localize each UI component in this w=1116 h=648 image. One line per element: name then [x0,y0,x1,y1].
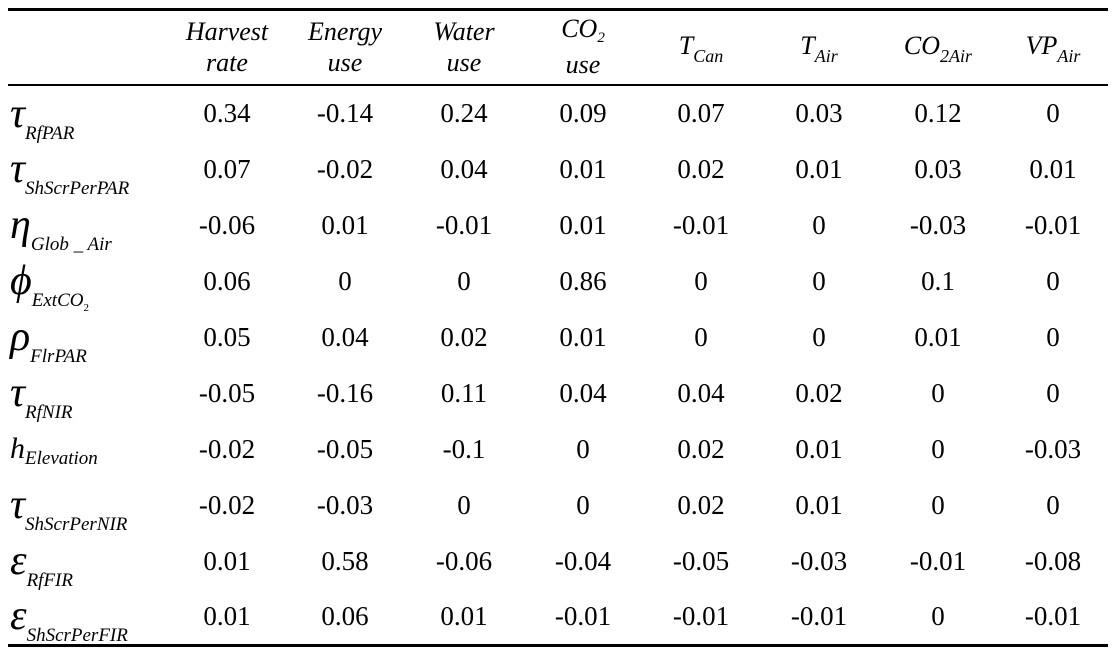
value-cell: 0 [694,321,708,352]
value-cell: 0.01 [795,153,843,184]
value-cell: -0.08 [1024,545,1082,576]
col-header-sub: 2Air [940,45,973,66]
value-cell: -0.14 [316,98,374,128]
parameter-subscript: ExtCO [31,290,84,311]
value-cell: -0.01 [524,589,642,645]
value-cell: -0.03 [790,545,848,576]
value-cell: 0.01 [1029,153,1077,184]
table-row [8,477,1108,533]
value-cell: 0 [457,265,471,296]
value-cell: 0.06 [203,265,251,296]
value-cell: -0.04 [554,545,612,576]
parameter-subscript-2: 2 [83,302,89,314]
value-cell: 0.02 [795,377,843,408]
col-header-line2: use [327,47,363,77]
col-header-main: T [800,30,815,60]
value-cell: -0.05 [198,377,256,408]
table-row [8,309,1108,365]
parameter-cell [8,141,168,197]
parameter-symbol: τ [10,146,26,192]
value-cell: -0.03 [909,209,967,240]
col-header-sub: Air [1057,45,1081,66]
value-cell: 0.01 [203,545,251,576]
parameter-symbol: ϕ [10,258,32,304]
col-header-main: CO [903,30,941,60]
parameter-symbol: h [10,432,25,465]
parameter-subscript: RfFIR [26,570,73,591]
value-cell: 0.04 [559,377,607,408]
value-cell: 0.02 [677,153,725,184]
value-cell: 0 [931,433,945,464]
col-header-line2: use [565,50,601,79]
value-cell: -0.16 [316,377,374,408]
col-header-main: T [678,30,694,60]
parameter-symbol: ε [10,538,27,584]
parameter-cell [8,589,168,645]
value-cell: -0.02 [198,433,256,464]
value-cell: 0.01 [559,321,607,352]
value-cell: -0.01 [1024,209,1082,240]
parameter-cell [8,197,168,253]
parameter-subscript: ShScrPerFIR [26,625,128,647]
table-row [8,365,1108,421]
value-cell: 0.86 [559,265,607,296]
sensitivity-table [8,8,1108,647]
value-cell: -0.03 [1024,433,1082,464]
parameter-symbol: τ [10,482,26,528]
value-cell: 0.02 [440,321,488,352]
value-cell: -0.01 [760,589,878,645]
value-cell: 0 [576,433,590,464]
value-cell: 0.07 [203,153,251,184]
value-cell: 0.12 [914,98,962,128]
parameter-cell [8,421,168,477]
col-header-line1: Water [433,16,495,46]
parameter-symbol: ε [10,593,27,640]
value-cell: 0 [931,489,945,520]
value-cell: 0.24 [440,98,488,128]
value-cell: -0.06 [198,209,256,240]
value-cell: 0.03 [914,153,962,184]
value-cell: -0.01 [998,589,1108,645]
col-header-line1: Harvest [185,16,269,46]
value-cell: -0.06 [435,545,493,576]
parameter-cell [8,365,168,421]
parameter-symbol: τ [10,370,26,416]
header-row [8,10,1108,86]
col-header-energy-use [286,10,404,86]
table-body [8,85,1108,645]
parameter-cell [8,309,168,365]
col-header-line2: rate [206,47,248,77]
value-cell: -0.01 [435,209,493,240]
col-header-line2: use [446,47,482,77]
table-row [8,253,1108,309]
value-cell: -0.03 [316,489,374,520]
value-cell: 0.01 [559,209,607,240]
value-cell: 0.04 [677,377,725,408]
col-header-sub: Air [814,45,838,66]
value-cell: 0 [812,265,826,296]
col-header-vp-air [998,10,1108,86]
value-cell: -0.05 [316,433,374,464]
value-cell: 0 [694,265,708,296]
corner-cell [8,10,168,86]
value-cell: -0.02 [198,489,256,520]
col-header-line1: Energy [307,16,383,46]
value-cell: 0 [1046,98,1060,128]
value-cell: 0 [1046,321,1060,352]
value-cell: 0.01 [914,321,962,352]
value-cell: 0 [338,265,352,296]
parameter-symbol: ρ [10,314,31,360]
value-cell: 0.1 [921,265,955,296]
value-cell: 0 [1046,265,1060,296]
parameter-subscript: RfNIR [25,402,73,423]
table-row [8,533,1108,589]
col-header-water-use [404,10,524,86]
table-row [8,141,1108,197]
value-cell: 0.02 [677,489,725,520]
parameter-subscript: Glob _ Air [30,234,112,255]
value-cell: 0.58 [321,545,369,576]
value-cell: 0 [1046,377,1060,408]
value-cell: -0.1 [442,433,486,464]
col-header-co2-use [524,10,642,86]
value-cell: -0.01 [642,589,760,645]
col-header-sub: 2 [597,30,605,46]
col-header-sub: Can [693,45,724,66]
value-cell: 0.34 [203,98,251,128]
table-row [8,85,1108,141]
value-cell: 0 [931,377,945,408]
parameter-cell [8,477,168,533]
value-cell: 0.01 [321,209,369,240]
col-header-t-air [760,10,878,86]
parameter-cell [8,533,168,589]
value-cell: 0.11 [440,377,488,408]
value-cell: -0.01 [909,545,967,576]
value-cell: 0.01 [559,153,607,184]
value-cell: 0 [576,489,590,520]
parameter-subscript: ShScrPerPAR [25,178,130,199]
value-cell: -0.01 [672,209,730,240]
parameter-subscript: ShScrPerNIR [25,514,128,535]
value-cell: -0.05 [672,545,730,576]
value-cell: 0.03 [795,98,843,128]
parameter-subscript: RfPAR [25,122,75,144]
parameter-subscript: Elevation [25,448,98,469]
parameter-symbol: τ [10,90,26,137]
value-cell: 0.01 [795,433,843,464]
value-cell: 0.07 [677,98,725,128]
value-cell: 0.04 [440,153,488,184]
col-header-co2-air [878,10,998,86]
parameter-cell [8,253,168,314]
value-cell: 0.01 [404,589,524,645]
table-row [8,589,1108,645]
value-cell: 0.06 [286,589,404,645]
value-cell: 0.04 [321,321,369,352]
value-cell: 0 [1046,489,1060,520]
table-row [8,197,1108,253]
col-header-harvest-rate [168,10,286,86]
parameter-symbol: η [10,202,31,248]
value-cell: 0 [878,589,998,645]
col-header-main: VP [1025,30,1058,60]
value-cell: 0.02 [677,433,725,464]
value-cell: 0.01 [168,589,286,645]
col-header-main: CO [561,14,598,43]
value-cell: 0 [812,321,826,352]
parameter-subscript: FlrPAR [30,346,87,367]
value-cell: 0 [457,489,471,520]
value-cell: 0 [812,209,826,240]
col-header-t-can [642,10,760,86]
col-header-line1 [524,13,642,49]
value-cell: 0.05 [203,321,251,352]
value-cell: -0.02 [316,153,374,184]
value-cell: 0.01 [795,489,843,520]
parameter-cell [8,85,168,144]
table-row [8,421,1108,477]
value-cell: 0.09 [559,98,607,128]
